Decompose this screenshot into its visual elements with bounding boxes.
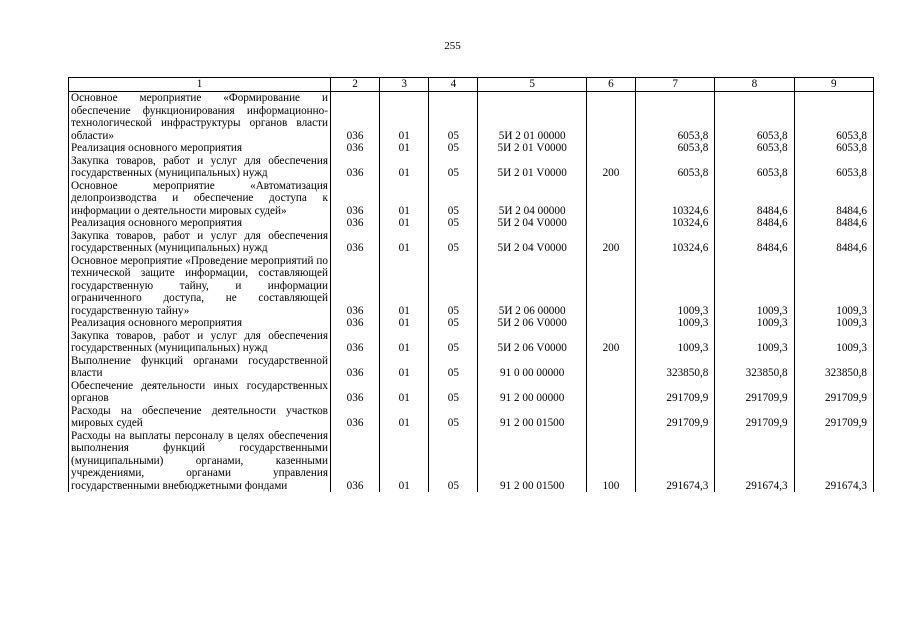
code-section-cell: 01 (380, 92, 429, 143)
amount-col8-cell: 291709,9 (715, 380, 794, 405)
amount-col7-cell: 1009,3 (636, 255, 715, 318)
header-cell: 5 (478, 78, 586, 92)
amount-col8-cell: 8484,6 (715, 230, 794, 255)
amount-col7-cell: 1009,3 (636, 330, 715, 355)
amount-col7-cell: 10324,6 (636, 180, 715, 218)
code-subsection-cell: 05 (429, 430, 478, 493)
code-subsection-cell: 05 (429, 355, 478, 380)
header-cell: 7 (636, 78, 715, 92)
code-expense-type-cell (586, 180, 635, 218)
code-expense-type-cell: 100 (586, 430, 635, 493)
amount-col9-cell: 6053,8 (794, 142, 873, 155)
code-section-cell: 01 (380, 355, 429, 380)
code-grbs-cell: 036 (330, 330, 379, 355)
code-target-article-cell: 5И 2 01 V0000 (478, 155, 586, 180)
code-section-cell: 01 (380, 230, 429, 255)
code-grbs-cell: 036 (330, 217, 379, 230)
row-name-cell: Закупка товаров, работ и услуг для обеспечения государственных (муниципальных) нужд (69, 230, 331, 255)
table-row (69, 317, 874, 330)
amount-col8-cell: 291674,3 (715, 430, 794, 493)
page-number: 255 (444, 40, 461, 52)
code-expense-type-cell (586, 142, 635, 155)
code-target-article-cell: 91 2 00 01500 (478, 405, 586, 430)
amount-col8-cell: 6053,8 (715, 155, 794, 180)
code-subsection-cell: 05 (429, 380, 478, 405)
code-subsection-cell: 05 (429, 317, 478, 330)
amount-col9-cell: 6053,8 (794, 92, 873, 143)
code-target-article-cell: 5И 2 06 V0000 (478, 317, 586, 330)
code-expense-type-cell: 200 (586, 330, 635, 355)
table-row (69, 217, 874, 230)
row-name-cell: Расходы на выплаты персоналу в целях обеспечения выполнения функций государственными (муниципальными) органами, казенными учреждениями, органами управления государственными внебюджетными фондами (69, 430, 331, 493)
code-section-cell: 01 (380, 180, 429, 218)
amount-col7-cell: 291709,9 (636, 405, 715, 430)
code-expense-type-cell (586, 380, 635, 405)
table-row (69, 155, 874, 180)
amount-col9-cell: 291709,9 (794, 380, 873, 405)
amount-col9-cell: 323850,8 (794, 355, 873, 380)
amount-col7-cell: 6053,8 (636, 155, 715, 180)
code-target-article-cell: 5И 2 06 V0000 (478, 330, 586, 355)
table-row (69, 180, 874, 218)
code-expense-type-cell (586, 92, 635, 143)
amount-col7-cell: 6053,8 (636, 92, 715, 143)
amount-col8-cell: 323850,8 (715, 355, 794, 380)
header-cell: 6 (586, 78, 635, 92)
row-name-cell: Основное мероприятие «Формирование и обеспечение функционирования информационно-технологической инфраструктуры органов власти области» (69, 92, 331, 143)
code-subsection-cell: 05 (429, 155, 478, 180)
code-subsection-cell: 05 (429, 180, 478, 218)
code-grbs-cell: 036 (330, 317, 379, 330)
code-target-article-cell: 5И 2 04 00000 (478, 180, 586, 218)
amount-col7-cell: 323850,8 (636, 355, 715, 380)
code-grbs-cell: 036 (330, 155, 379, 180)
code-section-cell: 01 (380, 217, 429, 230)
table-row (69, 405, 874, 430)
code-target-article-cell: 5И 2 01 V0000 (478, 142, 586, 155)
row-name-cell: Основное мероприятие «Автоматизация делопроизводства и обеспечение доступа к информации о деятельности мировых судей» (69, 180, 331, 218)
code-expense-type-cell (586, 317, 635, 330)
code-section-cell: 01 (380, 380, 429, 405)
amount-col8-cell: 8484,6 (715, 180, 794, 218)
code-expense-type-cell (586, 255, 635, 318)
header-cell: 1 (69, 78, 331, 92)
code-target-article-cell: 91 2 00 00000 (478, 380, 586, 405)
amount-col8-cell: 291709,9 (715, 405, 794, 430)
code-target-article-cell: 91 0 00 00000 (478, 355, 586, 380)
code-section-cell: 01 (380, 405, 429, 430)
row-name-cell: Основное мероприятие «Проведение мероприятий по технической защите информации, составляющей государственную тайну, и информации ограниченного доступа, не составляющей государственную тайну» (69, 255, 331, 318)
amount-col7-cell: 10324,6 (636, 230, 715, 255)
code-expense-type-cell (586, 217, 635, 230)
budget-table (68, 77, 874, 492)
table-row (69, 355, 874, 380)
amount-col9-cell: 291674,3 (794, 430, 873, 493)
code-target-article-cell: 5И 2 04 V0000 (478, 230, 586, 255)
code-target-article-cell: 91 2 00 01500 (478, 430, 586, 493)
code-grbs-cell: 036 (330, 230, 379, 255)
code-grbs-cell: 036 (330, 255, 379, 318)
code-subsection-cell: 05 (429, 330, 478, 355)
amount-col8-cell: 1009,3 (715, 330, 794, 355)
code-grbs-cell: 036 (330, 180, 379, 218)
code-grbs-cell: 036 (330, 142, 379, 155)
amount-col8-cell: 1009,3 (715, 317, 794, 330)
code-section-cell: 01 (380, 255, 429, 318)
row-name-cell: Закупка товаров, работ и услуг для обеспечения государственных (муниципальных) нужд (69, 330, 331, 355)
code-section-cell: 01 (380, 155, 429, 180)
amount-col9-cell: 8484,6 (794, 217, 873, 230)
amount-col7-cell: 6053,8 (636, 142, 715, 155)
header-cell: 9 (794, 78, 873, 92)
table-row (69, 92, 874, 143)
amount-col8-cell: 6053,8 (715, 142, 794, 155)
code-section-cell: 01 (380, 317, 429, 330)
row-name-cell: Выполнение функций органами государственной власти (69, 355, 331, 380)
header-cell: 3 (380, 78, 429, 92)
table-header (69, 78, 874, 92)
table-row (69, 430, 874, 493)
code-subsection-cell: 05 (429, 255, 478, 318)
code-expense-type-cell (586, 355, 635, 380)
header-cell: 4 (429, 78, 478, 92)
code-subsection-cell: 05 (429, 217, 478, 230)
code-subsection-cell: 05 (429, 405, 478, 430)
code-grbs-cell: 036 (330, 92, 379, 143)
header-cell: 8 (715, 78, 794, 92)
code-section-cell: 01 (380, 330, 429, 355)
code-subsection-cell: 05 (429, 142, 478, 155)
amount-col9-cell: 1009,3 (794, 330, 873, 355)
row-name-cell: Реализация основного мероприятия (69, 217, 331, 230)
code-subsection-cell: 05 (429, 230, 478, 255)
code-subsection-cell: 05 (429, 92, 478, 143)
amount-col9-cell: 8484,6 (794, 180, 873, 218)
row-name-cell: Расходы на обеспечение деятельности участков мировых судей (69, 405, 331, 430)
amount-col8-cell: 6053,8 (715, 92, 794, 143)
amount-col7-cell: 1009,3 (636, 317, 715, 330)
row-name-cell: Закупка товаров, работ и услуг для обеспечения государственных (муниципальных) нужд (69, 155, 331, 180)
code-section-cell: 01 (380, 430, 429, 493)
code-target-article-cell: 5И 2 01 00000 (478, 92, 586, 143)
table-body (69, 92, 874, 493)
code-target-article-cell: 5И 2 04 V0000 (478, 217, 586, 230)
code-expense-type-cell: 200 (586, 230, 635, 255)
header-cell: 2 (330, 78, 379, 92)
code-section-cell: 01 (380, 142, 429, 155)
amount-col7-cell: 10324,6 (636, 217, 715, 230)
row-name-cell: Реализация основного мероприятия (69, 317, 331, 330)
amount-col9-cell: 8484,6 (794, 230, 873, 255)
code-grbs-cell: 036 (330, 430, 379, 493)
table-row (69, 142, 874, 155)
row-name-cell: Реализация основного мероприятия (69, 142, 331, 155)
table-row (69, 330, 874, 355)
table-row (69, 230, 874, 255)
amount-col9-cell: 291709,9 (794, 405, 873, 430)
amount-col7-cell: 291709,9 (636, 380, 715, 405)
amount-col8-cell: 8484,6 (715, 217, 794, 230)
code-grbs-cell: 036 (330, 355, 379, 380)
code-grbs-cell: 036 (330, 380, 379, 405)
table-row (69, 255, 874, 318)
row-name-cell: Обеспечение деятельности иных государственных органов (69, 380, 331, 405)
code-grbs-cell: 036 (330, 405, 379, 430)
code-expense-type-cell: 200 (586, 155, 635, 180)
amount-col9-cell: 1009,3 (794, 255, 873, 318)
code-expense-type-cell (586, 405, 635, 430)
code-target-article-cell: 5И 2 06 00000 (478, 255, 586, 318)
amount-col8-cell: 1009,3 (715, 255, 794, 318)
amount-col9-cell: 6053,8 (794, 155, 873, 180)
amount-col7-cell: 291674,3 (636, 430, 715, 493)
amount-col9-cell: 1009,3 (794, 317, 873, 330)
table-row (69, 380, 874, 405)
